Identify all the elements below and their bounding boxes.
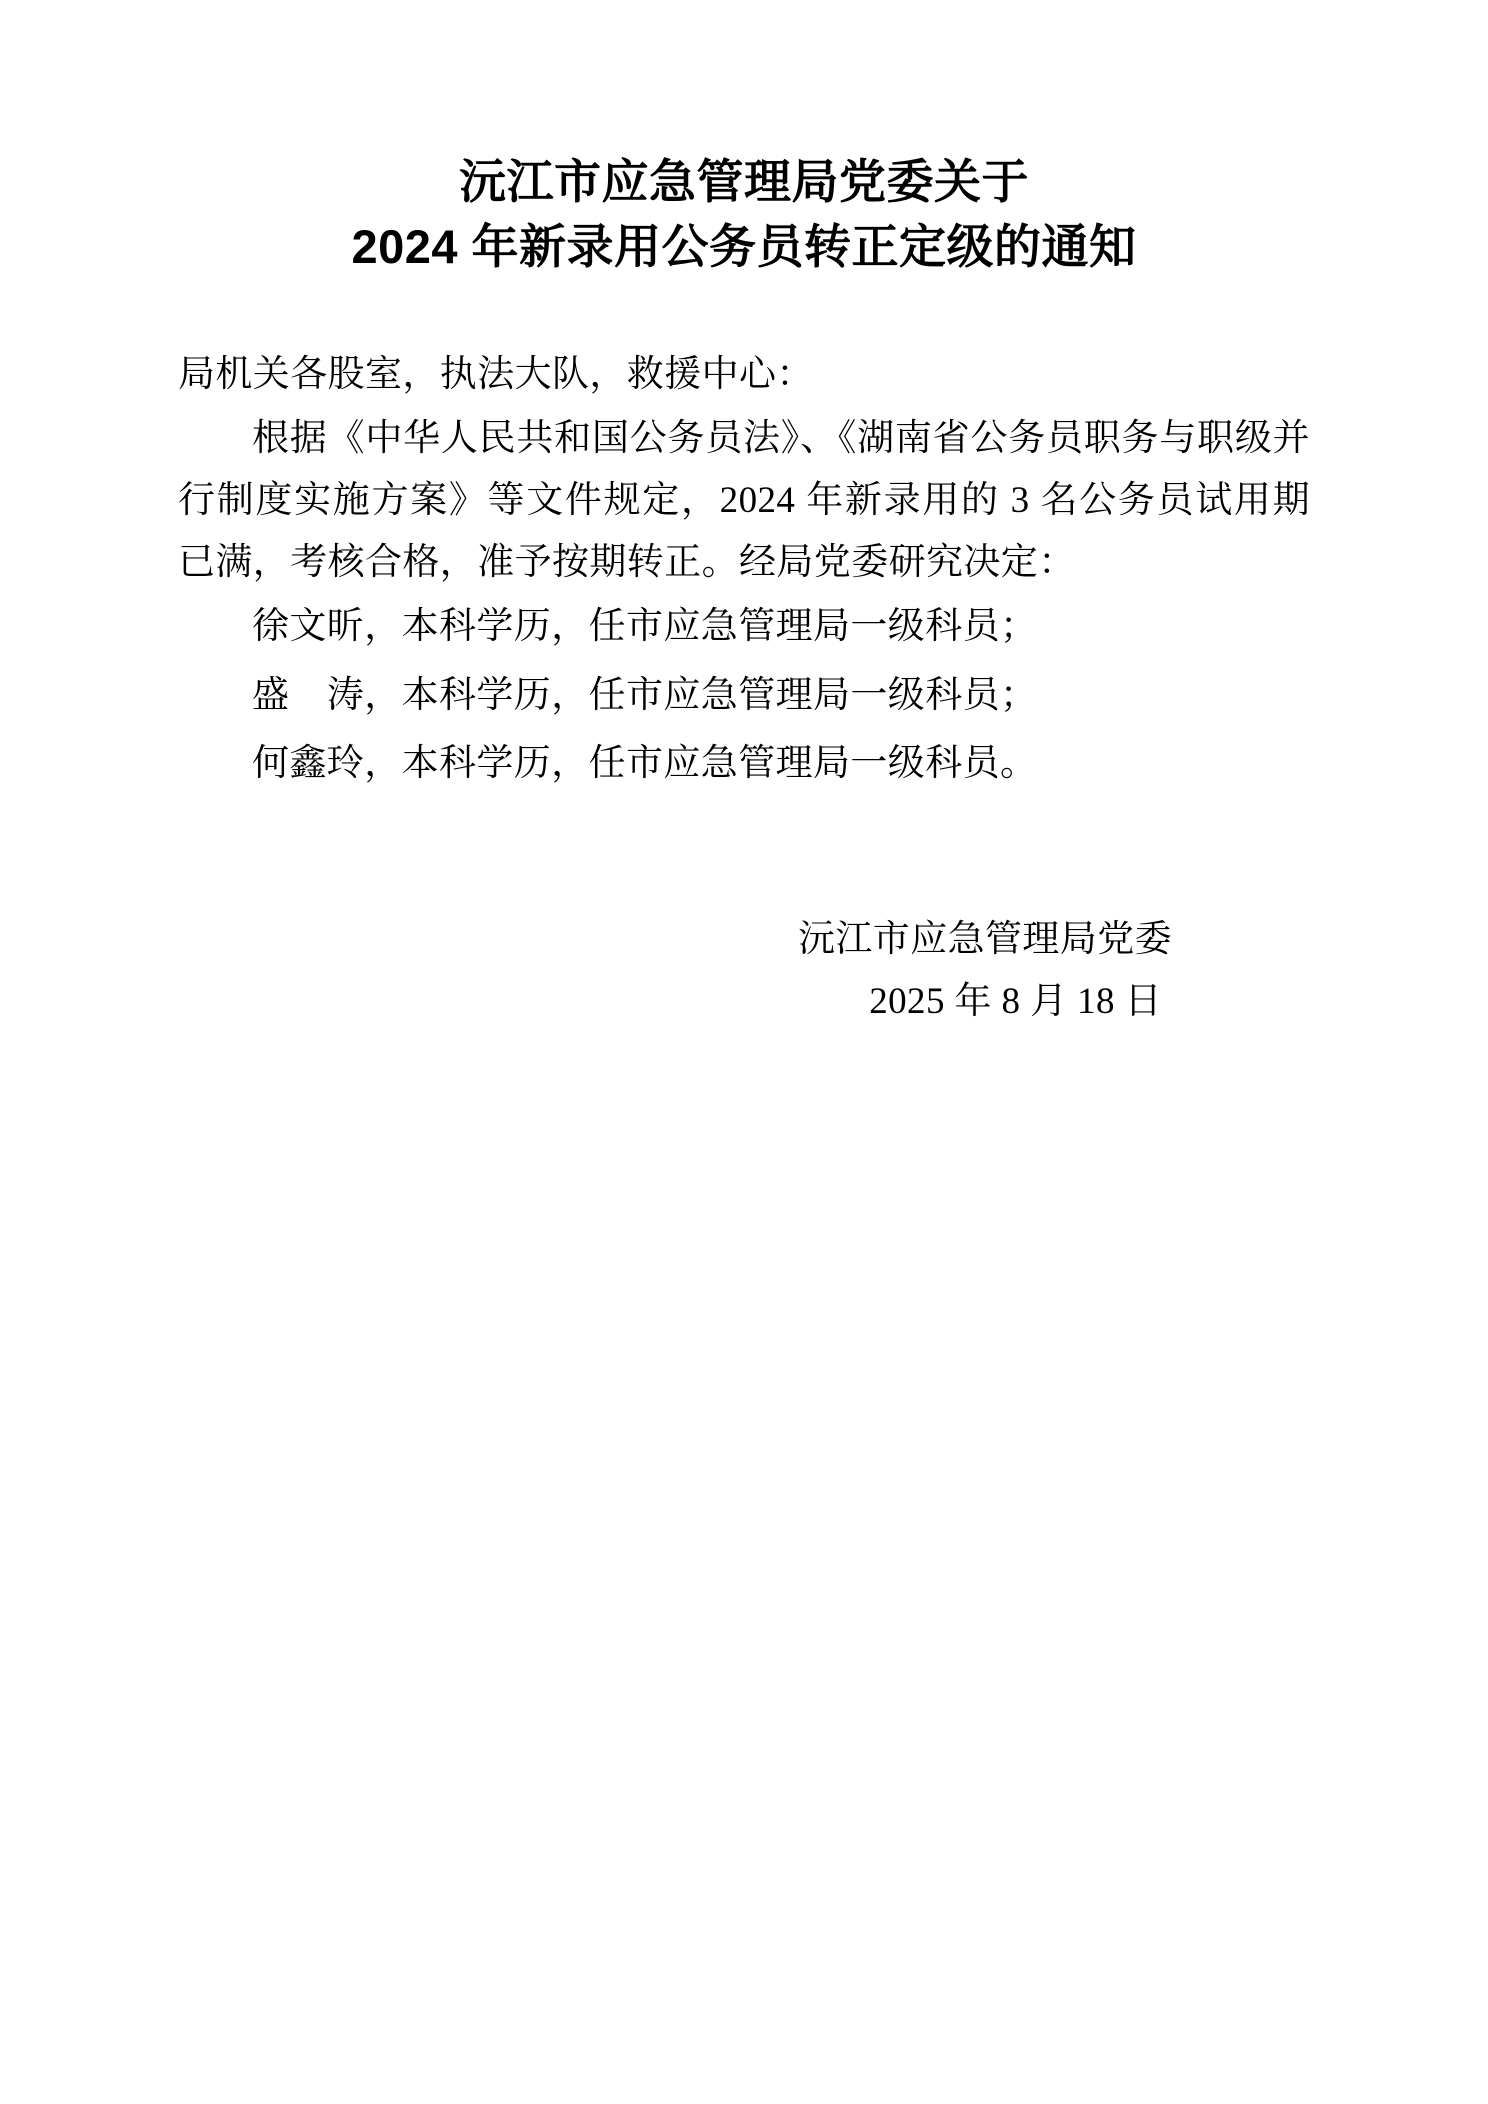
body-paragraph: 根据《中华人民共和国公务员法》、《湖南省公务员职务与职级并行制度实施方案》等文件规定，2024 年新录用的 3 名公务员试用期已满，考核合格，准予按期转正。经局党委研究决定： bbox=[178, 417, 1310, 584]
signature-date: 2025 年 8 月 18 日 bbox=[869, 980, 1162, 1022]
title-line-1: 沅江市应急管理局党委关于 bbox=[459, 155, 1029, 208]
appointment-line-3: 何鑫玲，本科学历，任市应急管理局一级科员。 bbox=[252, 742, 1038, 784]
signature-spacer bbox=[178, 801, 1310, 909]
document-body bbox=[178, 344, 1310, 1033]
page-title bbox=[178, 150, 1310, 280]
signature-issuer: 沅江市应急管理局党委 bbox=[798, 918, 1172, 960]
appointment-line-2: 盛 涛，本科学历，任市应急管理局一级科员； bbox=[252, 674, 1038, 716]
salutation: 局机关各股室，执法大队，救援中心： bbox=[178, 353, 814, 395]
signature-block bbox=[178, 909, 1310, 1033]
title-line-2: 2024 年新录用公务员转正定级的通知 bbox=[351, 219, 1137, 273]
appointment-line-1: 徐文昕，本科学历，任市应急管理局一级科员； bbox=[252, 606, 1038, 648]
